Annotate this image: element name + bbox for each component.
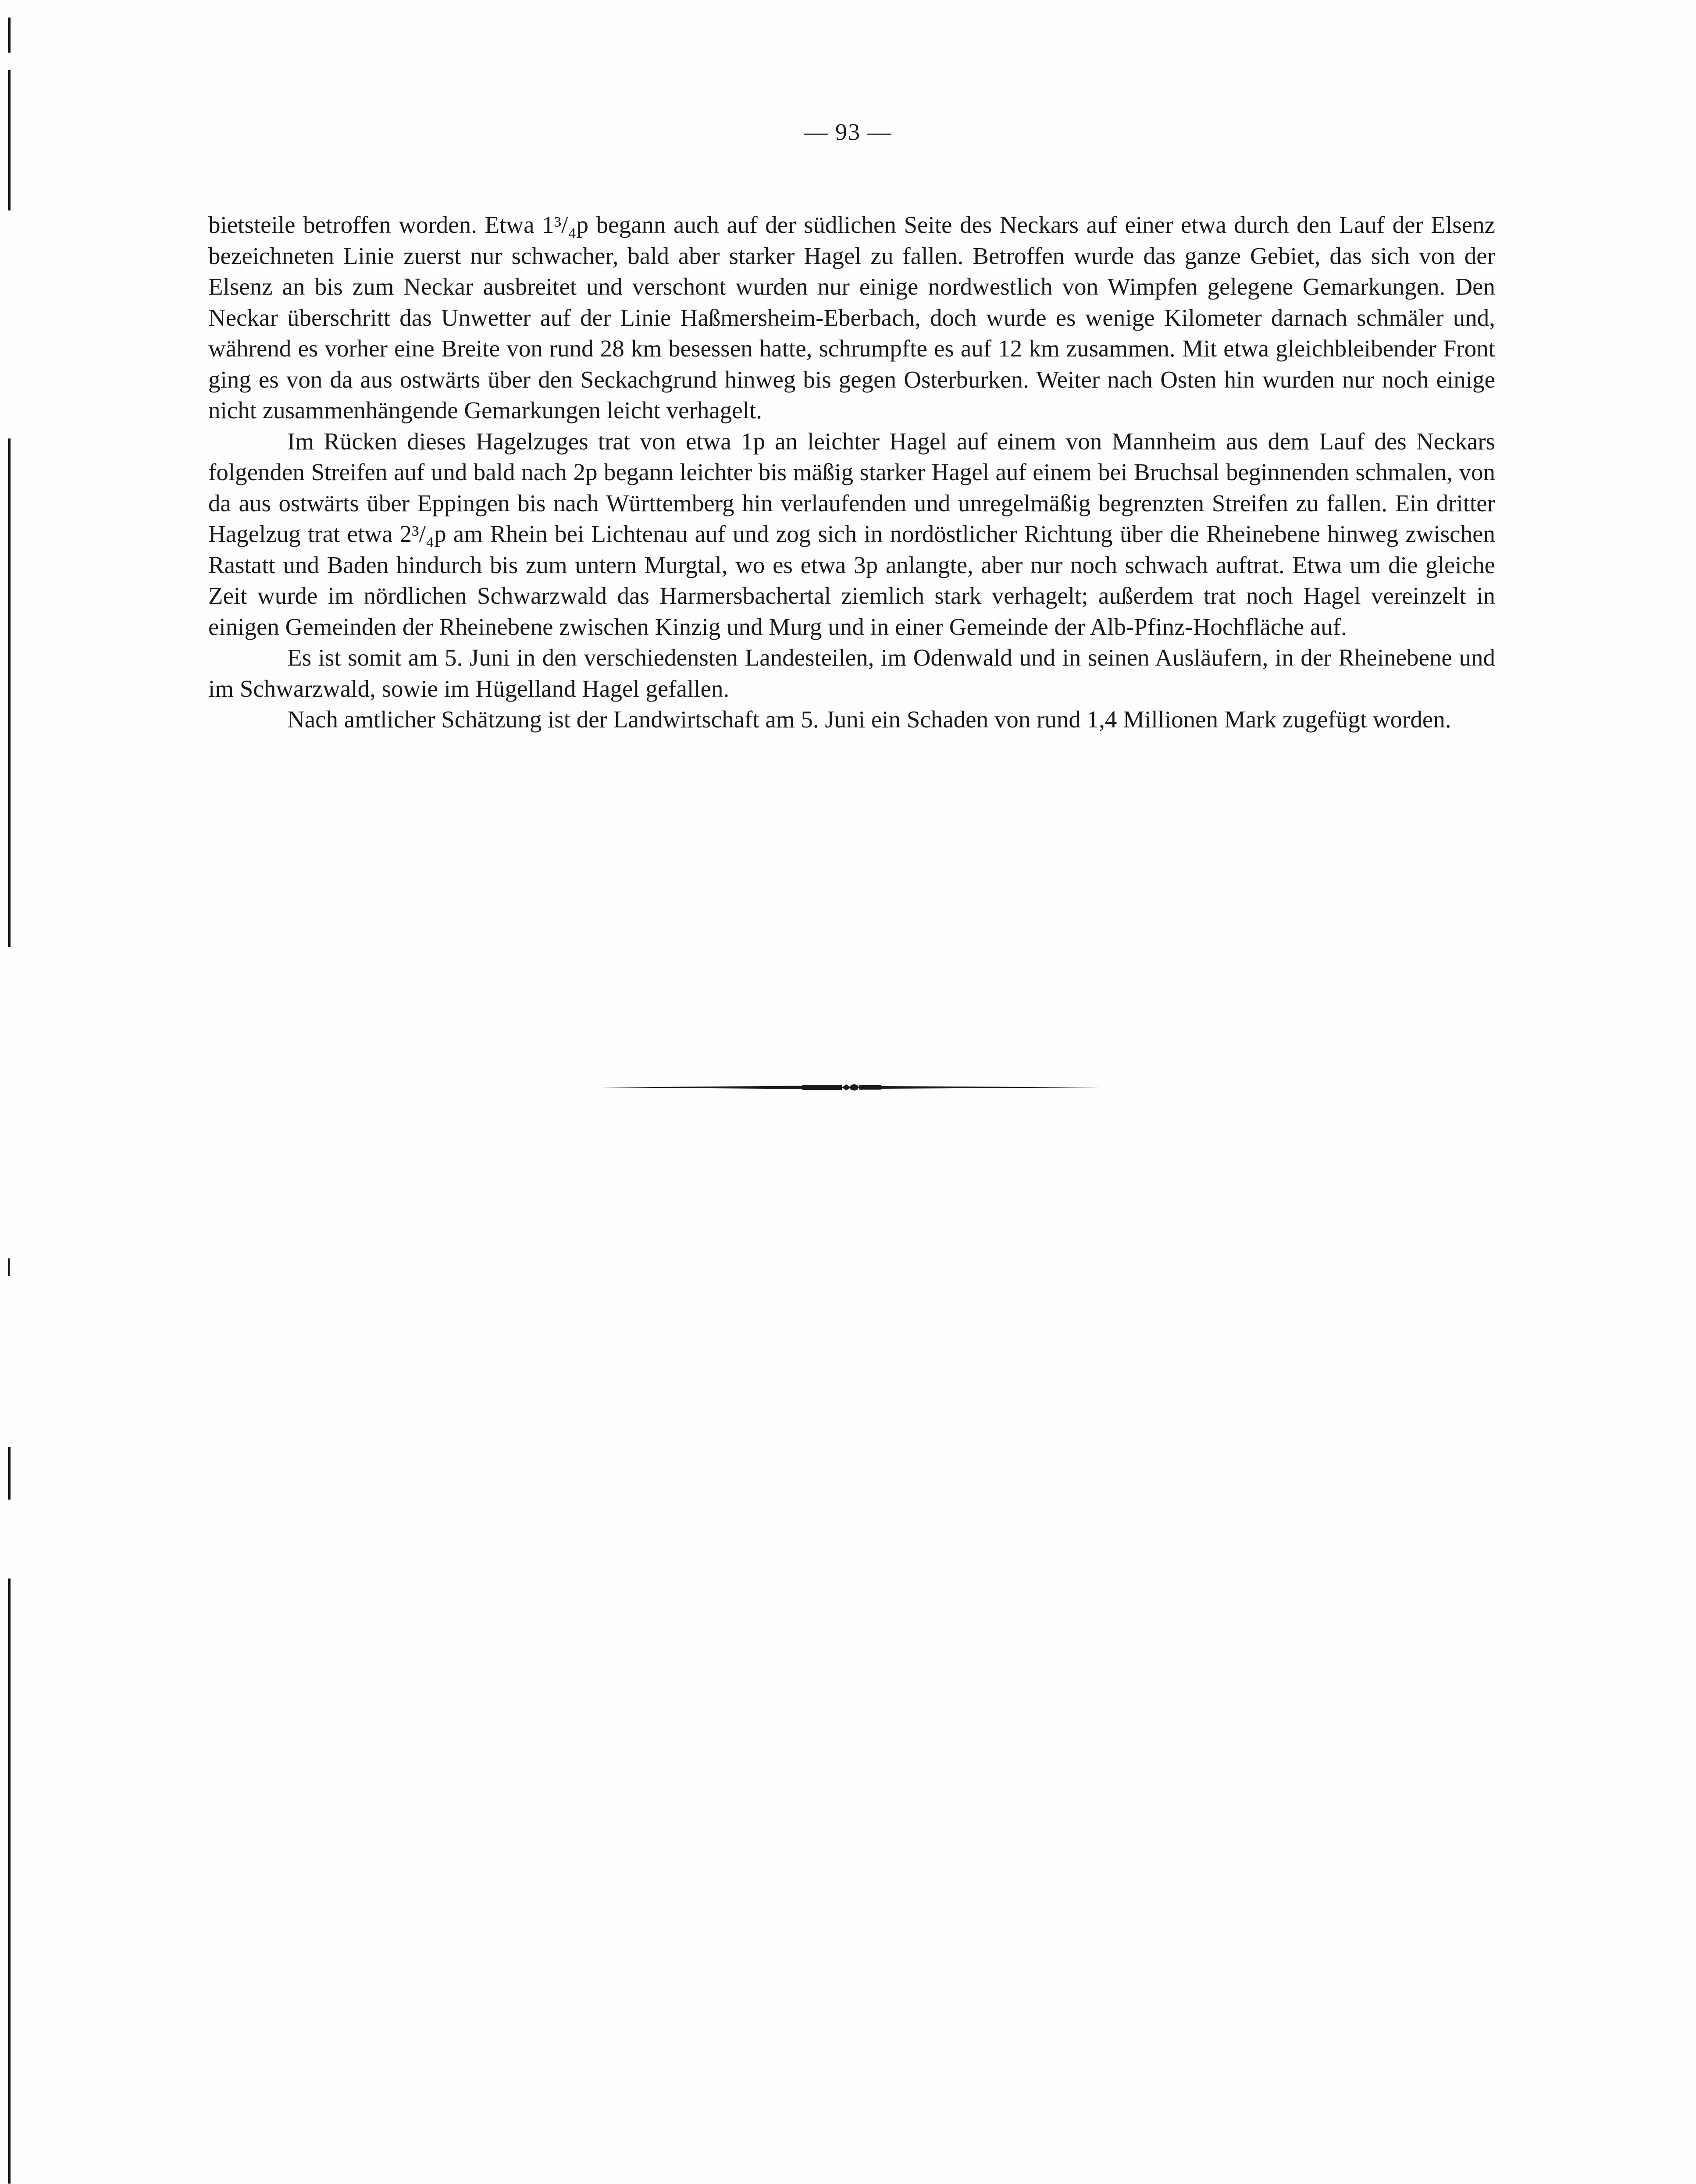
paragraph: Es ist somit am 5. Juni in den verschiedensten Landesteilen, im Odenwald und in seinen Ausläufern, in der Rheinebene und im Schwarzwald, sowie im Hügelland Hagel gefallen. (208, 644, 1495, 702)
body-text (208, 210, 1495, 735)
binding-edge-mark (8, 1447, 11, 1500)
page-number: — 93 — (804, 119, 892, 145)
binding-edge-mark (8, 1578, 11, 2184)
section-divider-ornament (601, 1079, 1101, 1096)
paragraph: Im Rücken dieses Hagelzuges trat von etwa 1p an leichter Hagel auf einem von Mannheim aus dem Lauf des Neckars folgenden Streifen auf und bald nach 2p begann leichter bis mäßig starker Hagel auf einem bei Bruchsal beginnenden schmalen, von da aus ostwärts über Eppingen bis nach Württemberg hin verlaufenden und unregelmäßig begrenzten Streifen zu fallen. Ein dritter Hagelzug trat etwa 2³/₄p am Rhein bei Lichtenau auf und zog sich in nordöstlicher Richtung über die Rheinebene hinweg zwischen Rastatt und Baden hindurch bis zum untern Murgtal, wo es etwa 3p anlangte, aber nur noch schwach auftrat. Etwa um die gleiche Zeit wurde im nördlichen Schwarzwald das Harmersbachertal ziemlich stark verhagelt; außerdem trat noch Hagel vereinzelt in einigen Gemeinden der Rheinebene zwischen Kinzig und Murg und in einer Gemeinde der Alb-Pfinz-Hochfläche auf. (208, 428, 1495, 640)
paragraph: bietsteile betroffen worden. Etwa 1³/₄p begann auch auf der südlichen Seite des Neckars auf einer etwa durch den Lauf der Elsenz bezeichneten Linie zuerst nur schwacher, bald aber starker Hagel zu fallen. Betroffen wurde das ganze Gebiet, das sich von der Elsenz an bis zum Neckar ausbreitet und verschont wurden nur einige nordwestlich von Wimpfen gelegene Gemarkungen. Den Neckar überschritt das Unwetter auf der Linie Haßmersheim-Eberbach, doch wurde es wenige Kilometer darnach schmäler und, während es vorher eine Breite von rund 28 km besessen hatte, schrumpfte es auf 12 km zusammen. Mit etwa gleichbleibender Front ging es von da aus ostwärts über den Seckachgrund hinweg bis gegen Osterburken. Weiter nach Osten hin wurden nur noch einige nicht zusammenhängende Gemarkungen leicht verhagelt. (208, 211, 1495, 424)
binding-edge-mark (8, 1258, 10, 1276)
binding-edge-mark (8, 18, 11, 53)
paragraph: Nach amtlicher Schätzung ist der Landwirtschaft am 5. Juni ein Schaden von rund 1,4 Millionen Mark zugefügt worden. (287, 706, 1451, 733)
binding-edge-mark (8, 438, 11, 947)
